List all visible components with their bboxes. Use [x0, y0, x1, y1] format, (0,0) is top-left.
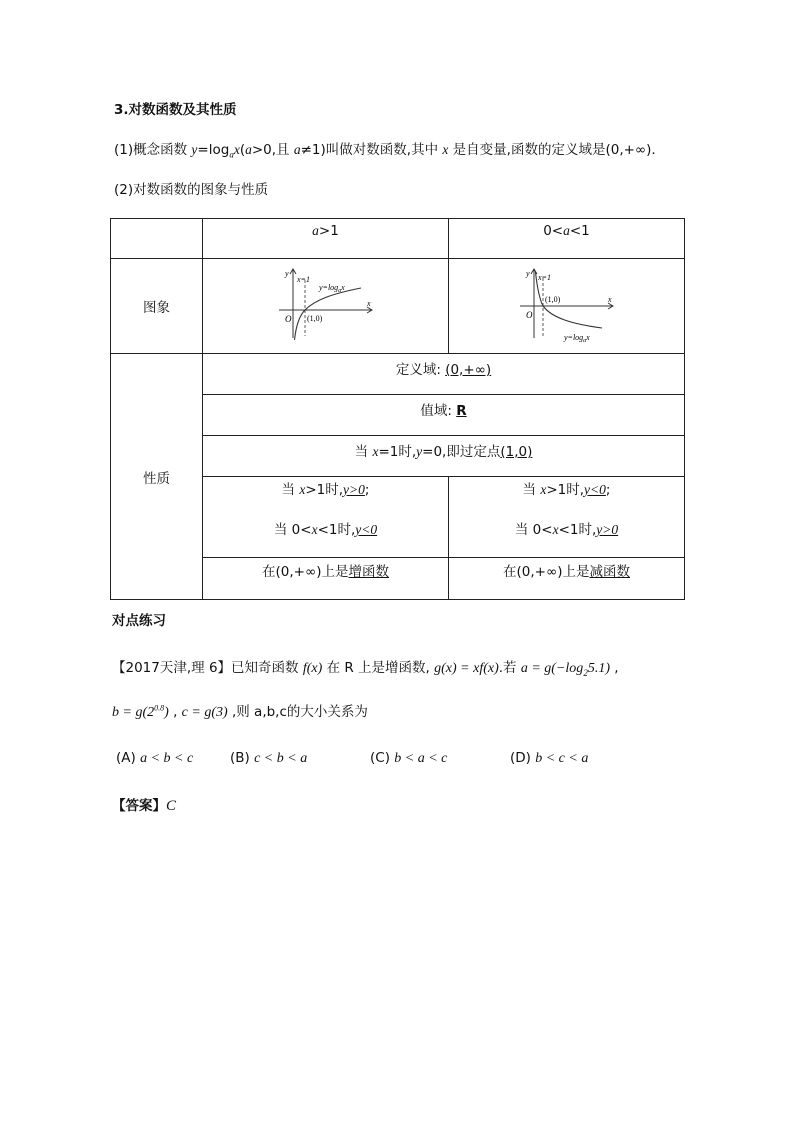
sign-inc-line2: 当 0<x<1时,y<0	[273, 522, 378, 538]
concept-eq: =log	[197, 142, 230, 158]
y-axis-label: y	[525, 269, 530, 278]
range-label: 值域:	[420, 403, 452, 419]
option-b: (B) c < b < a	[230, 750, 308, 766]
sign-increasing-cell	[203, 477, 449, 558]
question-sep: ,	[173, 704, 178, 720]
answer-value: C	[166, 798, 177, 814]
question-c: c = g(3)	[181, 705, 228, 720]
sign-dec-line1: 当 x>1时,y<0;	[522, 482, 611, 498]
question-line-1	[112, 656, 619, 678]
x-axis-label: x	[607, 295, 612, 304]
x-eq-1-label: x=1	[537, 273, 551, 282]
header-a-gt1-a: a	[312, 223, 319, 238]
question-part3: .若	[498, 660, 517, 676]
log-curve-increasing	[294, 288, 361, 340]
sign-dec-line2: 当 0<x<1时,y>0	[514, 522, 619, 538]
range-cell	[203, 395, 685, 436]
x-axis-label: x	[366, 299, 371, 308]
point-value: (1,0)	[500, 444, 533, 460]
point-mid2: =0,即过定点	[422, 444, 501, 460]
concept-cond-a2: a	[293, 142, 301, 157]
question-gx: g(x) = xf(x)	[434, 661, 499, 676]
concept-var-x: x	[442, 142, 449, 157]
point-pre: 当	[354, 444, 369, 460]
header-empty-cell	[111, 219, 203, 259]
header-a-lt1-rest: <1	[569, 223, 590, 239]
option-c: (C) b < a < c	[370, 750, 448, 766]
header-a-lt-1	[449, 219, 685, 259]
concept-y: y	[191, 142, 198, 157]
graph-increasing	[271, 266, 381, 346]
question-a: $a = g(-\log_25.1)$	[520, 661, 610, 678]
x-eq-1-label: x=1	[296, 275, 310, 284]
point-mid1: =1时,	[378, 444, 417, 460]
section-title: 3.对数函数及其性质	[114, 102, 237, 118]
point-label: (1,0)	[306, 314, 322, 323]
question-comma: ,	[614, 660, 619, 676]
concept-cond-open: (	[239, 142, 246, 158]
question-line-2	[112, 700, 368, 721]
question-fx: f(x)	[302, 661, 323, 676]
concept-base: a	[229, 149, 234, 160]
domain-cell	[203, 354, 685, 395]
question-part1: 已知奇函数	[231, 660, 299, 676]
log-function-table	[110, 218, 685, 600]
header-a-lt1-pre: 0<	[543, 223, 564, 239]
graph-increasing-cell	[203, 259, 449, 354]
point-y: y	[416, 444, 423, 459]
graph-decreasing	[512, 266, 622, 346]
question-b: $b = g(2^{0.8})$	[112, 703, 169, 720]
monotonic-increasing-cell: 在(0,+∞)上是增函数	[203, 558, 449, 600]
concept-prefix: (1)概念函数	[114, 142, 188, 158]
option-a: (A) a < b < c	[116, 750, 194, 766]
point-label: (1,0)	[544, 295, 560, 304]
question-source: 【2017天津,理 6】	[112, 660, 232, 676]
domain-value: (0,+∞)	[445, 362, 492, 378]
concept-tail: 是自变量,函数的定义域是(0,+∞).	[452, 142, 656, 158]
fixed-point-cell	[203, 436, 685, 477]
sign-decreasing-cell	[449, 477, 685, 558]
row-graph-label: 图象	[111, 259, 203, 354]
origin-label: O	[284, 314, 291, 324]
question-part2: 在 R 上是增函数,	[326, 660, 430, 676]
y-axis-label: y	[284, 269, 289, 278]
curve-label: $y=\log_ax$	[318, 283, 345, 294]
row-props-label: 性质	[111, 354, 203, 600]
sign-inc-line1: 当 x>1时,y>0;	[281, 482, 370, 498]
monotonic-decreasing-cell: 在(0,+∞)上是减函数	[449, 558, 685, 600]
concept-cond-ne1: ≠1)叫做对数函数,其中	[300, 142, 439, 158]
mono-left-value: 增函数	[348, 564, 389, 580]
answer-label: 【答案】	[112, 798, 166, 814]
concept-line	[114, 138, 656, 160]
domain-label: 定义域:	[395, 362, 441, 378]
graph-decreasing-cell	[449, 259, 685, 354]
concept-cond-gt0: >0,且	[251, 142, 290, 158]
range-value: R	[456, 403, 467, 419]
header-a-lt1-a: a	[563, 223, 570, 238]
concept-cond-a1: a	[245, 142, 252, 157]
practice-heading: 对点练习	[112, 613, 166, 629]
header-a-gt1-rest: >1	[318, 223, 339, 239]
curve-label: $y=\log_ax$	[563, 333, 590, 344]
option-d: (D) b < c < a	[510, 750, 589, 766]
mono-right-value: 减函数	[589, 564, 630, 580]
graph-heading: (2)对数函数的图象与性质	[114, 182, 269, 198]
origin-label: O	[525, 310, 532, 320]
header-a-gt-1	[203, 219, 449, 259]
concept-x: x	[233, 142, 240, 157]
point-x: x	[372, 444, 379, 459]
question-tail: ,则 a,b,c的大小关系为	[231, 704, 368, 720]
answer-line	[112, 794, 176, 815]
